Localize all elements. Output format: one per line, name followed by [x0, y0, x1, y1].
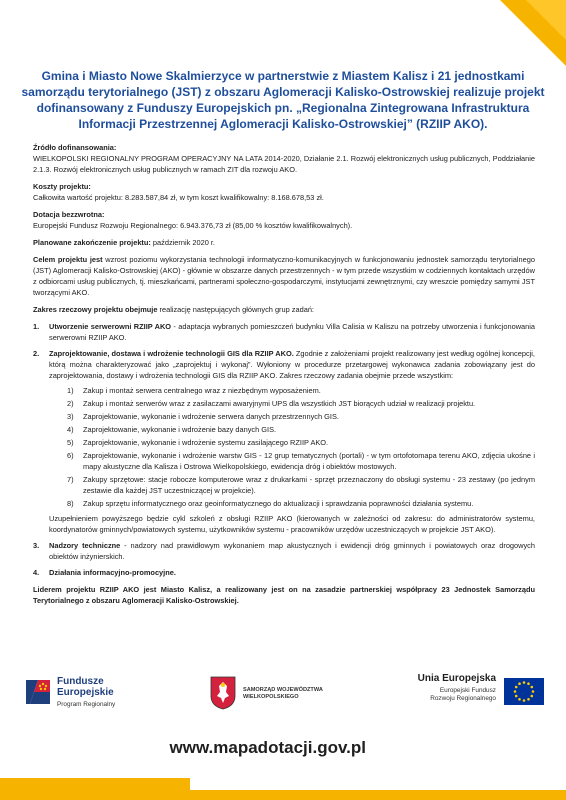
subtask-text: Zakup i montaż serwerów wraz z zasilaczami awaryjnymi UPS dla wszystkich JST biorących udział w realizacji projektu. [83, 399, 476, 408]
source-text: WIELKOPOLSKI REGIONALNY PROGRAM OPERACYJNY NA LATA 2014-2020, Działanie 2.1. Rozwój elektronicznych usług publicznych, Poddziałanie 2.1.3. Rozwój elektronicznych usług publicznych w ramach ZIT dla rozwoju AKO. [33, 154, 535, 174]
subtask-item [67, 411, 535, 422]
task-text: - adaptacja wybranych pomieszczeń budynku Villa Calisia w Kaliszu na potrzeby utworzenia i funkcjonowania serwerowni RZIIP AKO. [49, 322, 536, 342]
subtask-text: Zaprojektowanie, wykonanie i wdrożenie bazy danych GIS. [83, 425, 277, 434]
project-leader-statement: Liderem projektu RZIIP AKO jest Miasto Kalisz, a realizowany jest on na zasadzie partnerskiej współpracy 23 Jednostek Samorządu Terytorialnego z obszaru Aglomeracji Kalisko-Ostrowskiej. [33, 585, 535, 605]
task-title: Utworzenie serwerowni RZIIP AKO [49, 322, 172, 331]
end-text: październik 2020 r. [150, 238, 215, 247]
costs-label: Koszty projektu: [33, 182, 91, 191]
subtask-item [67, 450, 535, 472]
subtask-text: Zaprojektowanie, wykonanie i wdrożenie warstw GIS - 12 grup tematycznych (portali) - w tym ortofotomapa terenu AKO, zdjęcia ukośne i mapy akustyczne dla Kalisza i Ostrowa Wielkopolskiego, ewidencja dróg i obiektów mostowych. [83, 451, 535, 471]
subtask-item [67, 474, 535, 496]
task-text: Zgodnie z założeniami projekt realizowany jest według ogólnej koncepcji, którą można charakteryzować jako „zaprojektuj i wykonaj”. Wyłoniony w procedurze przetargowej wykonawca zadania zobowiązany jest do zaprojektowania, dostawy i wdrożenia technologii GIS dla RZIIP AKO. Zakres rzeczowy zadania obejmie przede wszystkim: [49, 349, 535, 380]
logos-bar [24, 672, 544, 720]
costs-section [33, 181, 535, 192]
task-title: Działania informacyjno-promocyjne. [49, 568, 176, 577]
ue-line1: Unia Europejska [417, 673, 496, 684]
sw-name [243, 687, 323, 701]
task-item [33, 540, 535, 562]
unia-europejska-logo [398, 672, 544, 720]
document-body [33, 142, 535, 612]
subtasks-list [49, 385, 535, 509]
task-item [33, 567, 535, 578]
costs-text: Całkowita wartość projektu: 8.283.587,84 zł, w tym koszt kwalifikowalny: 8.168.678,53 zł. [33, 193, 324, 202]
subtask-item [67, 424, 535, 435]
fe-name [57, 676, 114, 698]
subtask-number: 7) [67, 475, 74, 484]
sw-line2: WIELKOPOLSKIEGO [243, 694, 299, 700]
task-number: 1. [33, 322, 40, 331]
training-note: Uzupełnieniem powyższego będzie cykl szkoleń z obsługi RZIIP AKO (kierowanych w zależności od zakresu: do administratorów systemu, koordynatorów gminnych/powiatowych systemu, użytkowników systemu - pracowników urzędów uczestniczących w projekcie JST AKO). [49, 514, 535, 534]
grant-section [33, 209, 535, 220]
ue-line2: Europejski Fundusz [439, 687, 496, 694]
footer [0, 730, 566, 800]
scope-text: realizację następujących głównych grup zadań: [157, 305, 314, 314]
task-item [33, 321, 536, 343]
subtask-number: 2) [67, 399, 74, 408]
sw-line1: SAMORZĄD WOJEWÓDZTWA [243, 687, 323, 693]
grant-text: Europejski Fundusz Rozwoju Regionalnego: 6.943.376,73 zł (85,00 % kosztów kwalifikowalnych). [33, 221, 353, 230]
subtask-item [67, 398, 535, 409]
goal-text: wzrost poziomu wykorzystania technologii informatyczno-komunikacyjnych w funkcjonowaniu jednostek samorządu terytorialnego (JST) Aglomeracji Kalisko-Ostrowskiej (AKO) - głównie w obszarze danych przestrzennych - w tym przede wszystkim w codziennych kontaktach urzędów z odbiorcami usług publicznych, tj. mieszkańcami, partnerami społeczno-gospodarczymi, instytucjami zewnętrznymi, czy wreszcie pomiędzy samymi JST tworzącymi AKO. [33, 255, 535, 297]
subtask-number: 5) [67, 438, 74, 447]
source-label: Źródło dofinansowania: [33, 143, 117, 152]
source-section [33, 142, 535, 153]
fe-line1: Fundusze [57, 676, 104, 687]
fundusze-europejskie-logo-icon [24, 676, 52, 706]
task-title: Zaprojektowanie, dostawa i wdrożenie technologii GIS dla RZIIP AKO. [49, 349, 294, 358]
task-number: 3. [33, 541, 40, 550]
corner-decoration-inner [526, 0, 566, 40]
ue-line3: Rozwoju Regionalnego [430, 695, 496, 702]
footer-url: www.mapadotacji.gov.pl [169, 738, 366, 757]
ue-name [418, 673, 496, 703]
end-label: Planowane zakończenie projektu: [33, 238, 151, 247]
subtask-number: 8) [67, 499, 74, 508]
task-title: Nadzory techniczne [49, 541, 121, 550]
end-section [33, 237, 535, 248]
goal-section [33, 254, 535, 298]
subtask-number: 6) [67, 451, 74, 460]
task-number: 2. [33, 349, 40, 358]
scope-section [33, 304, 535, 315]
subtask-number: 1) [67, 386, 74, 395]
subtask-item [67, 498, 535, 509]
task-number: 4. [33, 568, 40, 577]
grant-label: Dotacja bezzwrotna: [33, 210, 105, 219]
subtask-item [67, 385, 535, 396]
subtask-text: Zaprojektowanie, wykonanie i wdrożenie serwera danych przestrzennych GIS. [83, 412, 339, 421]
subtask-item [67, 437, 535, 448]
subtask-number: 3) [67, 412, 74, 421]
fundusze-europejskie-logo [24, 676, 144, 716]
document-title: Gmina i Miasto Nowe Skalmierzyce w partnerstwie z Miastem Kalisz i 21 jednostkami samorządu terytorialnego (JST) z obszaru Aglomeracji Kalisko-Ostrowskiej realizuje projekt dofinansowany z Funduszy Europejskich pn. „Regionalna Zintegrowana Infrastruktura Informacji Przestrzennej Aglomeracji Kalisko-Ostrowskiej” (RZIIP AKO). [21, 69, 545, 131]
subtask-text: Zaprojektowanie, wykonanie i wdrożenie systemu zasilającego RZIIP AKO. [83, 438, 329, 447]
fe-line2: Europejskie [57, 687, 114, 698]
subtask-number: 4) [67, 425, 74, 434]
subtask-text: Zakup sprzętu informatycznego oraz geoinformatycznego do aktualizacji i sprawdzania poprawności działania systemu. [83, 499, 474, 508]
task-text: - nadzory nad prawidłowym wykonaniem map akustycznych i ewidencji dróg gminnych i powiatowych oraz drogowych obiektów inżynierskich. [49, 541, 535, 561]
eu-flag-icon [504, 678, 544, 705]
goal-label: Celem projektu jest [33, 255, 103, 264]
subtask-text: Zakup i montaż serwera centralnego wraz z niezbędnym wyposażeniem. [83, 386, 321, 395]
samorzad-wojewodztwa-logo [210, 676, 350, 716]
subtask-text: Zakupy sprzętowe: stacje robocze komputerowe wraz z drukarkami - sprzęt przeznaczony do obsługi systemu - 23 zestawy (po jednym zestawie dla każdej JST uczestniczącej w projekcie). [83, 475, 535, 495]
scope-label: Zakres rzeczowy projektu obejmuje [33, 305, 158, 314]
tasks-list [33, 321, 535, 578]
wielkopolska-shield-icon [210, 676, 236, 710]
fe-line3: Program Regionalny [57, 701, 116, 708]
task-item [33, 348, 535, 535]
